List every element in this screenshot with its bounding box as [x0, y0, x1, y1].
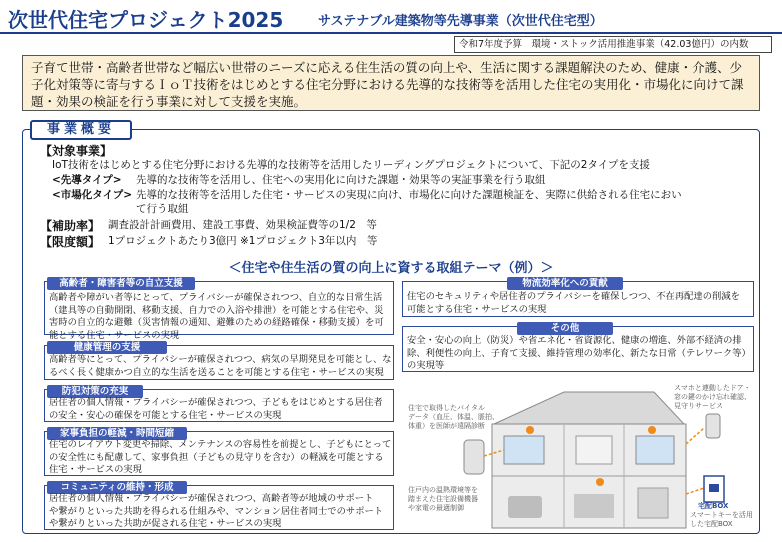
- theme-card-line: の安全性にも配慮して、家事負担（子どもの見守りを含む）の軽減を可能とする: [49, 451, 384, 463]
- theme-card-line: 安全・安心の向上（防災）や省エネ化・省資源化、健康の増進、外部不経済の排: [407, 335, 742, 346]
- theme-card-line: 居住者の個人情報・プライバシーが確保されつつ、高齢者等が地域のサポート: [49, 493, 374, 504]
- theme-card-line: るべく長く健康かつ自立的な生活を送ることを可能とする住宅・サービスの実現: [49, 366, 384, 378]
- theme-card-body: [407, 335, 751, 373]
- limit-text: 1プロジェクトあたり3億円 ※1プロジェクト3年以内 等: [108, 235, 378, 247]
- theme-card-line: や繋がりといった共助が促される住宅・サービスの実現: [49, 518, 282, 529]
- label-line: スマホと連動したドア・: [674, 384, 751, 392]
- theme-card-body: [49, 439, 391, 477]
- theme-card-security: [44, 386, 394, 422]
- theme-card-line: 害時の自立的な避難（災害情報の通知、避難のための経路確保・移動支援）を可: [49, 317, 384, 328]
- type2-label: <市場化タイプ>: [52, 189, 133, 201]
- theme-card-body: [49, 292, 384, 342]
- theme-card-heading: コミュニティの維持・形成: [47, 481, 187, 494]
- target-text: IoT技術をはじめとする住宅分野における先導的な技術等を活用したリーディングプロジェクトについて、下記の2タイプを支援: [52, 159, 650, 171]
- theme-card-housework: [44, 428, 394, 476]
- theme-card-line: 能とする住宅・サービスの実現: [49, 329, 180, 341]
- theme-card-line: 住宅のレイアウト変更や掃除、メンテナンスの容易性を前提とし、子どもにとって: [49, 439, 392, 450]
- label-line: した宅配BOX: [690, 520, 733, 528]
- page-subtitle: サステナブル建築物等先導事業（次世代住宅型）: [318, 14, 603, 29]
- theme-card-body: [49, 397, 383, 422]
- label-line: データ（血圧、体温、脈拍、: [408, 413, 499, 421]
- subsidy-heading: 【補助率】: [40, 219, 101, 233]
- theme-card-logistics: [402, 278, 754, 317]
- theme-card-line: 居住者の個人情報・プライバシーが確保されつつ、子どもをはじめとする居住者: [49, 397, 383, 408]
- theme-card-body: [407, 291, 740, 316]
- label-line: 体重）を医師が遠隔診断: [408, 422, 485, 430]
- summary-tab: 事業概要: [30, 120, 132, 140]
- theme-card-line: 高齢者や障がい者等にとって、プライバシーが確保されつつ、自立的な日常生活: [49, 292, 383, 303]
- theme-card-line: や繋がりといった共助を得られる仕組みや、マンション居住者同士でのサポート: [49, 505, 384, 517]
- label-env: [408, 486, 478, 513]
- theme-card-line: 可能とする住宅・サービスの実現: [407, 303, 547, 315]
- theme-card-line: の実現等: [407, 360, 445, 371]
- title-underline: [0, 32, 782, 34]
- themes-title: ＜住宅や住生活の質の向上に資する取組テーマ（例）＞: [228, 261, 554, 276]
- theme-card-heading: 防犯対策の充実: [47, 385, 143, 398]
- label-line: スマートキーを活用: [690, 511, 753, 519]
- label-line: 見守りサービス: [674, 402, 723, 410]
- theme-card-independence: [44, 278, 394, 341]
- theme-card-heading: 健康管理の支援: [47, 341, 167, 354]
- type1-text: 先導的な技術等を活用し、住宅への実用化に向けた課題・効果等の実証事業を行う取組: [136, 174, 546, 186]
- header: [0, 0, 782, 34]
- theme-card-line: （建具等の自動開閉、移動支援、自力での入浴や排泄）を可能とする住宅や、災: [49, 304, 384, 316]
- label-door: [674, 384, 751, 411]
- target-heading: 【対象事業】: [40, 144, 113, 158]
- budget-label: 令和7年度予算 環境・ストック活用推進事業（42.03億円）の内数: [454, 36, 772, 53]
- theme-card-line: 高齢者等にとって、プライバシーが確保されつつ、病気の早期発見を可能とし、な: [49, 354, 392, 365]
- label-line: 住戸内の温熱環境等を: [408, 486, 478, 494]
- theme-card-other: [402, 323, 754, 372]
- limit-heading: 【限度額】: [40, 235, 101, 249]
- subsidy-text: 調査設計計画費用、建設工事費、効果検証費等の1/2 等: [108, 219, 377, 231]
- theme-card-body: [49, 493, 383, 531]
- type1-label: <先導タイプ>: [52, 174, 122, 186]
- theme-card-line: 住宅・サービスの実現: [49, 464, 142, 475]
- label-box: [690, 511, 753, 529]
- house-illustration: [404, 384, 760, 532]
- label-line: 踏まえた住宅設備機器: [408, 495, 478, 503]
- label-line: や家電の最適制御: [408, 504, 464, 512]
- intro-box: 子育て世帯・高齢者世帯など幅広い世帯のニーズに応える住生活の質の向上や、生活に関する課題解決のため、健康・介護、少子化対策等に寄与するＩｏＴ技術をはじめとする住宅分野における先導的な技術等を活用した住宅の実用化・市場化に向けて課題・効果の検証を行う事業に対して支援を実施。: [22, 55, 760, 111]
- theme-card-community: [44, 482, 394, 530]
- type2-text-line2: て行う取組: [136, 203, 189, 215]
- theme-card-line: 除、利便性の向上、子育て支援、維持管理の効率化、新たな日常（テレワーク等）: [407, 347, 751, 359]
- theme-card-heading: 物流効率化への貢献: [507, 277, 623, 290]
- theme-card-health: [44, 342, 394, 380]
- theme-card-line: の安全・安心の確保を可能とする住宅・サービスの実現: [49, 409, 282, 421]
- type2-text-line1: 先導的な技術等を活用した住宅・サービスの実現に向け、市場化に向けた課題検証を、実際に供給される住宅におい: [136, 189, 682, 201]
- label-vital: [408, 404, 499, 431]
- theme-card-heading: 家事負担の軽減・時間短縮: [47, 427, 187, 440]
- theme-card-body: [49, 354, 392, 379]
- theme-card-heading: その他: [517, 322, 613, 335]
- label-box-name: 宅配BOX: [698, 502, 729, 510]
- page-title: 次世代住宅プロジェクト2025: [8, 8, 284, 32]
- label-line: 窓の鍵のかけ忘れ確認、: [674, 393, 751, 401]
- theme-card-line: 住宅のセキュリティや居住者のプライバシーを確保しつつ、不在再配達の削減を: [407, 291, 740, 302]
- label-line: 住宅で取得したバイタル: [408, 404, 485, 412]
- theme-card-heading: 高齢者・障害者等の自立支援: [47, 277, 195, 290]
